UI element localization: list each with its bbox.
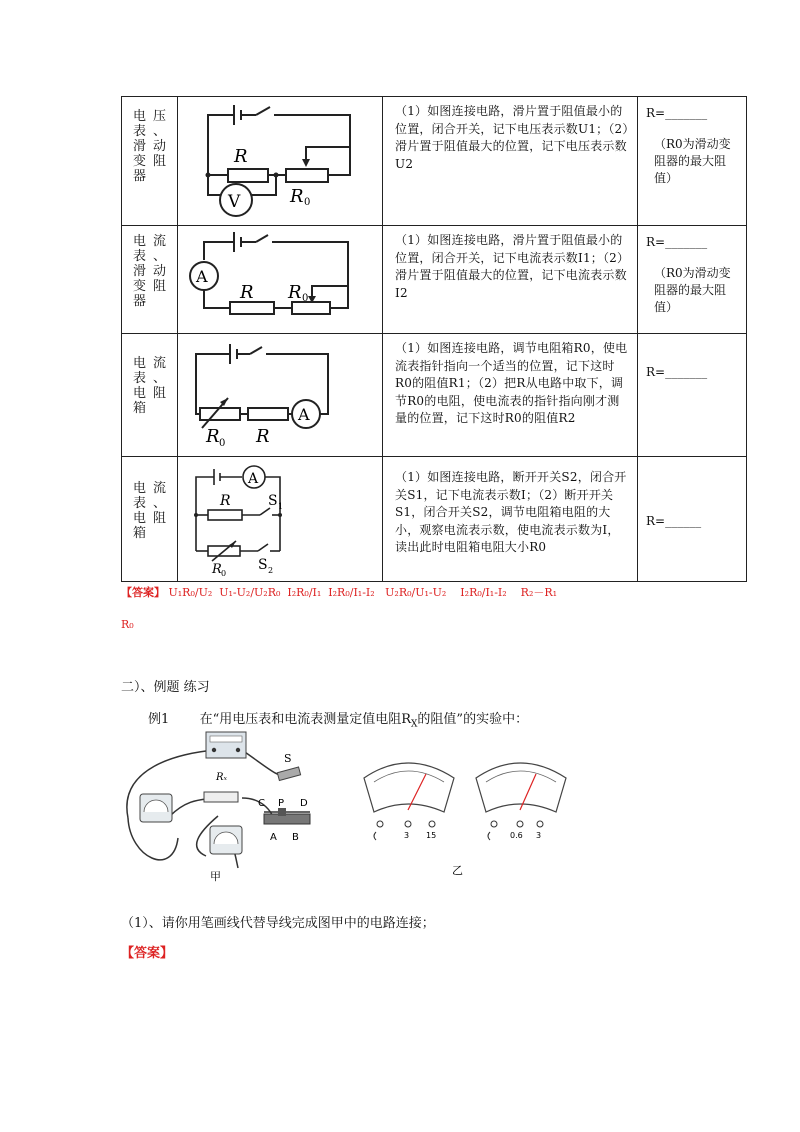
section-title: 二）、例题 练习 <box>121 680 210 695</box>
answer-line-continued: R₀ <box>121 618 134 631</box>
svg-text:1: 1 <box>278 502 284 511</box>
result-field: R=_______ <box>646 235 708 249</box>
r-label: R <box>256 426 270 447</box>
steps-text: （1）如图连接电路，调节电阻箱R0，使电流表指针指向一个适当的位置，记下这时R0的阻值R1；（2）把R从电路中取下，调节R0的电阻，使电流表的指针指向刚才测量的位置，记下这时R0的阻值R2 <box>395 341 628 425</box>
svg-text:A: A <box>270 832 277 843</box>
a-label: A <box>196 267 208 286</box>
svg-text:0: 0 <box>302 293 309 304</box>
table-row <box>122 457 747 582</box>
r-label: R <box>240 282 254 303</box>
r-label: R <box>220 493 231 509</box>
r0-label: R <box>290 186 304 207</box>
svg-text:C: C <box>258 798 265 809</box>
voltmeter-dial-icon <box>364 763 454 840</box>
switch-s-label: S <box>284 752 292 765</box>
answer-formulas: U₁R₀/U₂ U₁-U₂/U₂R₀ I₂R₀/I₁ I₂R₀/I₁-I₂ U₂R₀/U₁-U₂ I₂R₀/I₁-I₂ R₂－R₁ <box>165 586 558 599</box>
ammeter-dial-icon <box>476 763 566 840</box>
method-name: 电 表 电 箱 流 、 阻 <box>132 481 166 541</box>
svg-text:2: 2 <box>268 566 274 575</box>
circuit-ammeter-rheostat <box>178 226 383 334</box>
method-name: 电 表 滑 变 器 压 、 动 阻 <box>132 109 166 184</box>
example-text: 在“用电压表和电流表测量定值电阻R <box>199 712 411 727</box>
circuit-ammeter-resistance-box <box>178 334 383 457</box>
v-label: V <box>228 192 241 212</box>
example-label: 例1 <box>148 712 170 727</box>
answer-line <box>121 584 557 600</box>
method-name: 电 表 滑 变 器 流 、 动 阻 <box>132 234 166 309</box>
svg-text:0.6: 0.6 <box>510 831 523 840</box>
svg-text:0: 0 <box>219 438 226 449</box>
rx-label: Rₓ <box>216 772 228 783</box>
svg-text:P: P <box>278 798 285 809</box>
result-note: （R0为滑动变阻器的最大阻值） <box>654 137 731 185</box>
steps-text: （1）如图连接电路，滑片置于阻值最小的位置，闭合开关，记下电流表示数I1；（2）滑片置于阻值最大的位置，记下电流表示数I2 <box>395 233 627 300</box>
svg-text:3: 3 <box>536 831 542 840</box>
r-label: R <box>234 146 248 167</box>
figure-label-jia: 甲 <box>210 870 221 883</box>
steps-text: （1）如图连接电路，断开开关S2，闭合开关S1，记下电流表示数I；（2）断开开关S1，闭合开关S2，调节电阻箱电阻的大小，观察电流表示数，使电流表示数为I，读出此时电阻箱电阻大小R0 <box>395 470 627 554</box>
answer-label: 【答案】 <box>121 586 165 599</box>
svg-text:B: B <box>292 832 299 843</box>
svg-text:3: 3 <box>404 831 410 840</box>
steps-text: （1）如图连接电路，滑片置于阻值最小的位置，闭合开关，记下电压表示数U1；（2）滑片置于阻值最大的位置，记下电压表示数U2 <box>395 104 629 171</box>
svg-text:0: 0 <box>304 197 311 208</box>
a-label: A <box>248 471 259 487</box>
figure-label-yi: 乙 <box>452 864 463 877</box>
question-1: （1）、请你用笔画线代替导线完成图甲中的电路连接； <box>121 916 435 931</box>
s1-label: S <box>268 493 278 509</box>
rheostat-icon <box>264 808 310 824</box>
method-name: 电 表 电 箱 流 、 阻 <box>132 356 166 416</box>
table-row <box>122 334 747 457</box>
result-note: （R0为滑动变阻器的最大阻值） <box>654 266 731 314</box>
r0-label: R <box>212 562 222 577</box>
s2-label: S <box>258 557 268 573</box>
circuit-ammeter-switches <box>178 457 383 582</box>
figure-yi-meters <box>360 752 570 882</box>
a-label: A <box>298 405 310 424</box>
svg-text:D: D <box>300 798 308 809</box>
figure-jia-apparatus <box>118 728 348 888</box>
result-field: R=_______ <box>646 365 708 379</box>
table-row <box>122 97 747 226</box>
svg-text:15: 15 <box>426 831 437 840</box>
result-field: R=_______ <box>646 106 708 120</box>
result-field: R=______ <box>646 514 702 528</box>
voltmeter-icon <box>140 794 172 822</box>
ammeter-icon <box>210 826 242 854</box>
r0-label: R <box>206 426 220 447</box>
svg-text:0: 0 <box>221 569 227 578</box>
table-row <box>122 226 747 334</box>
circuit-voltmeter-rheostat <box>178 97 383 226</box>
example-heading: 例1 在“用电压表和电流表测量定值电阻$R_X$的阻值”的实验中： <box>148 712 529 730</box>
r0-label: R <box>288 282 302 303</box>
methods-table <box>121 96 747 582</box>
answer-label: 【答案】 <box>121 946 174 961</box>
